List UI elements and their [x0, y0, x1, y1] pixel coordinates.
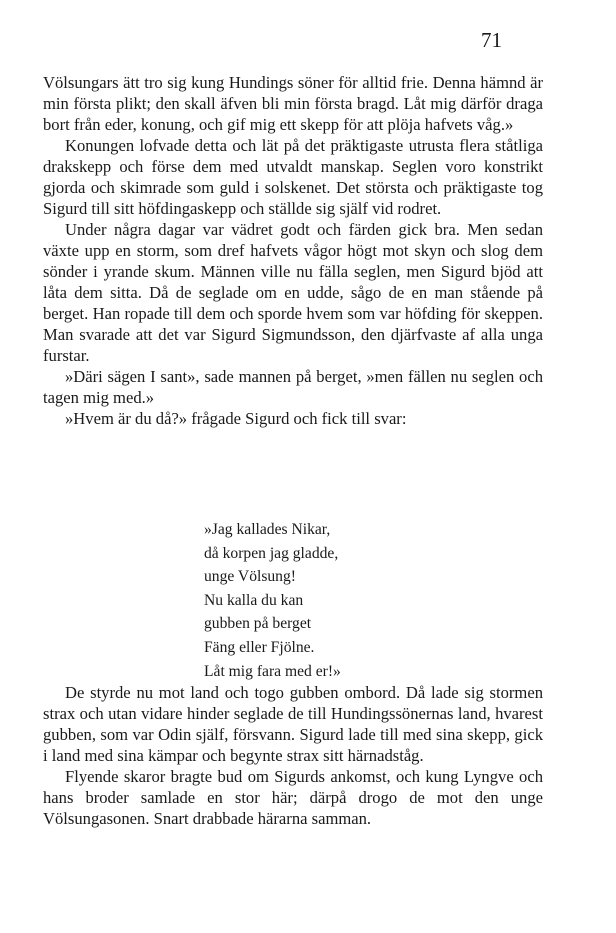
poem-line: Låt mig fara med er!» [204, 662, 341, 680]
paragraph: »Hvem är du då?» frågade Sigurd och fick till svar: [65, 409, 407, 428]
poem-line: Fäng eller Fjölne. [204, 638, 315, 656]
poem-line: då korpen jag gladde, [204, 544, 339, 562]
poem-line: gubben på berget [204, 615, 312, 633]
paragraph: Konungen lofvade detta och lät på det präktigaste utrusta flera ståtliga drakskepp och förse dem med utvaldt manskap. Seglen voro konstrikt gjorda och skimrade som guld i solskenet. Det största och präktigaste tog Sigurd till sitt höfdingaskepp och ställde sig själf vid rodret. [43, 136, 543, 218]
page-number: 71 [481, 28, 502, 52]
paragraph: Völsungars ätt tro sig kung Hundings söner för alltid frie. Denna hämnd är min första plikt; den skall äfven bli min första bragd. Låt mig därför draga bort från eder, konung, och gif mig ett skepp för att plöja hafvets våg.» [43, 73, 543, 134]
paragraph: Flyende skaror bragte bud om Sigurds ankomst, och kung Lyngve och hans broder samlade en stor här; därpå drogo de mot den unge Völsungasonen. Snart drabbade härarna samman. [43, 767, 543, 828]
poem-stanza [204, 518, 341, 683]
poem-line: unge Völsung! [204, 568, 296, 586]
poem-line: »Jag kallades Nikar, [204, 521, 331, 538]
prose-after-poem [43, 682, 543, 829]
paragraph: De styrde nu mot land och togo gubben ombord. Då lade sig stormen strax och utan vidare hinder seglade de till Hundingssönernas land, hvarest gubben, som var Odin själf, försvann. Sigurd lade till med sina skepp, gick i land med sina kämpar och begynte strax sitt härnadståg. [43, 683, 543, 765]
prose-before-poem [43, 72, 543, 429]
poem-line: Nu kalla du kan [204, 591, 304, 609]
paragraph: »Däri sägen I sant», sade mannen på berget, »men fällen nu seglen och tagen mig med.» [43, 367, 543, 407]
paragraph: Under några dagar var vädret godt och färden gick bra. Men sedan växte upp en storm, som dref hafvets vågor högt mot skyn och slog dem sönder i yrande skum. Männen ville nu fälla seglen, men Sigurd bjöd att låta dem sitta. Då de seglade om en udde, sågo de en man stående på berget. Han ropade till dem och sporde hvem som var höfding för skeppen. Man svarade att det var Sigurd Sigmundsson, den djärfvaste af alla unga furstar. [43, 220, 543, 365]
